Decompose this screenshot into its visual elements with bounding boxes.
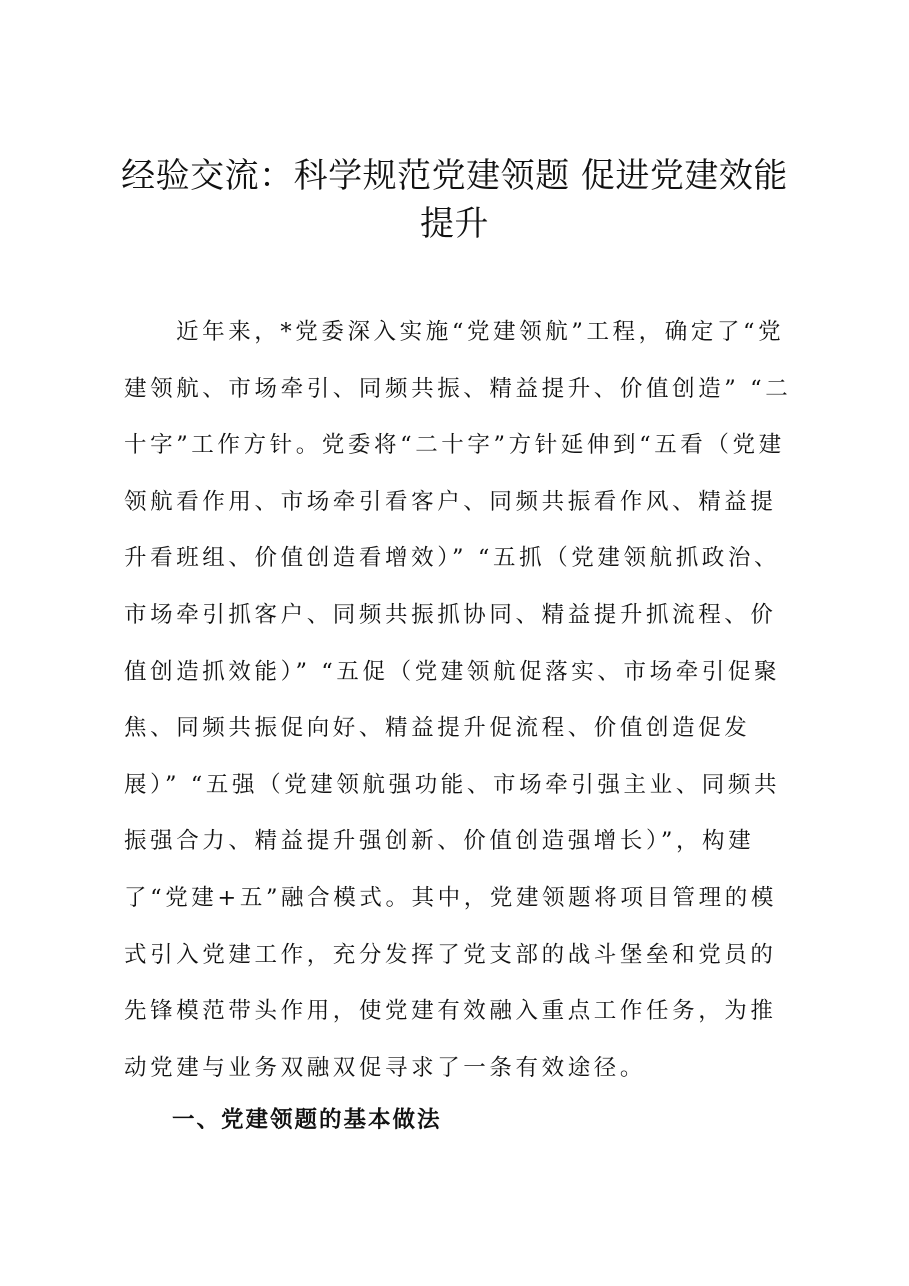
document-body [124,304,796,1096]
document-title: 经验交流：科学规范党建领题 促进党建效能提升 [121,156,788,244]
section-heading: 一、党建领题的基本做法 [172,1107,442,1133]
body-paragraph: 近年来，*党委深入实施“党建领航”工程，确定了“党建领航、市场牵引、同频共振、精益提升、价值创造” “二十字”工作方针。党委将“二十字”方针延伸到“五看（党建领航看作用、市场牵引看客户、同频共振看作风、精益提升看班组、价值创造看增效）” “五抓（党建领航抓政治、市场牵引抓客户、同频共振抓协同、精益提升抓流程、价值创造抓效能）” “五促（党建领航促落实、市场牵引促聚焦、同频共振促向好、精益提升促流程、价值创造促发展）” “五强（党建领航强功能、市场牵引强主业、同频共振强合力、精益提升强创新、价值创造强增长）”，构建了“党建+五”融合模式。其中，党建领题将项目管理的模式引入党建工作，充分发挥了党支部的战斗堡垒和党员的先锋模范带头作用，使党建有效融入重点工作任务，为推动党建与业务双融双促寻求了一条有效途径。 [124,319,792,1081]
